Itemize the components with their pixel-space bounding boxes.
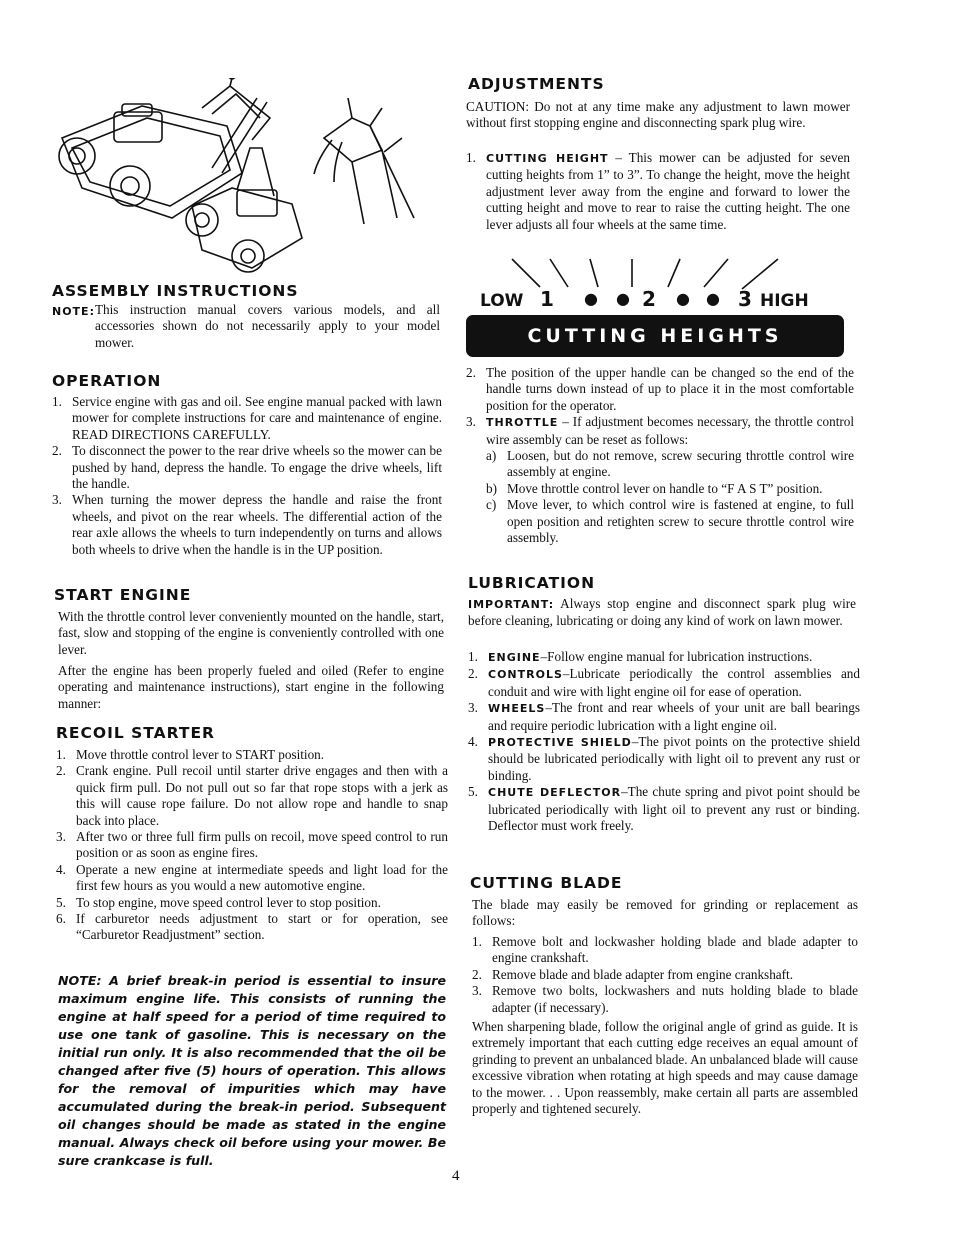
adjust-more [466,365,854,546]
height-2: 2 [642,287,656,311]
operation-heading: OPERATION [52,372,162,390]
lubrication-heading: LUBRICATION [468,574,596,592]
lubrication-important: IMPORTANT: Always stop engine and disconnect spark plug wire before cleaning, lubricating or doing any kind of work on lawn mower. [468,596,856,629]
list-item: 4. PROTECTIVE SHIELD–The pivot points on the protective shield should be lubricated periodically with light oil to prevent any rust or binding. [468,734,860,783]
list-item: 2. CONTROLS–Lubricate periodically the control assemblies and conduit and wire with light engine oil for ease of operation. [468,666,860,699]
cutting-height-scale [480,287,840,315]
list-item: 1. Service engine with gas and oil. See engine manual packed with lawn mower for complete instructions for care and maintenance of engine. READ DIRECTIONS CAREFULLY. [52,394,442,442]
blade-list [472,934,858,1016]
adjustments-heading: ADJUSTMENTS [468,75,605,93]
throttle-label: THROTTLE [486,416,559,430]
cutting-height-label: CUTTING HEIGHT [486,152,609,165]
high-label: HIGH [760,291,809,311]
recoil-heading: RECOIL STARTER [56,724,215,742]
list-item: 2. To disconnect the power to the rear drive wheels so the mower can be pushed by hand, depress the handle. To engage the drive wheels, lift the handle. [52,443,442,492]
caution-text: CAUTION: Do not at any time make any adjustment to lawn mower without first stopping engine and disconnecting spark plug wire. [466,99,850,131]
important-label: IMPORTANT: [468,598,555,611]
height-3: 3 [738,287,752,311]
cutting-height-item: 1. CUTTING HEIGHT – This mower can be adjusted for seven cutting heights from 1” to 3”. To change the height, move the height adjustment lever away from the engine and forward to lower the cutting height and move to rear to raise the cutting height. The one lever adjusts all four wheels at the same time. [466,150,850,232]
start-engine-para2: After the engine has been properly fueled and oiled (Refer to engine operating and maintenance instructions), start engine in the following manner: [58,663,444,711]
lawn-mower-illustration-icon-svg [52,78,432,276]
list-item: 3. THROTTLE – If adjustment becomes necessary, the throttle control wire assembly can be reset as follows: [466,414,855,447]
note-label: NOTE: [52,305,95,318]
lubrication-list [468,649,860,834]
list-item: a) Loosen, but do not remove, screw securing throttle control wire assembly at engine. [486,448,854,480]
list-item: 2. The position of the upper handle can be changed so the end of the handle turns down instead of up to place it in the most comfortable position for the operator. [466,365,854,413]
cutting-heights-banner: CUTTING HEIGHTS [466,315,844,357]
list-item: 4. Operate a new engine at intermediate speeds and light load for the first few hours as you would a new automotive engine. [56,861,448,894]
dot-icon: ● [616,289,630,308]
break-in-note: NOTE: A brief break-in period is essential to insure maximum engine life. This consists of running the engine at half speed for a period of time required to use one tank of gasoline. This is necessary on the initial run only. It is also recommended that the oil be changed after five (5) hours of operation. This allows for the removal of impurities which may have accumulated during the break-in period. Subsequent oil changes should be made as stated in the engine manual. Always check oil before using your mower. Be sure crankcase is full. [58,973,446,1168]
dot-icon: ● [706,289,720,308]
dot-icon: ● [584,289,598,308]
dot-icon: ● [676,289,690,308]
assembly-heading: ASSEMBLY INSTRUCTIONS [52,282,299,300]
height-1: 1 [540,287,554,311]
operation-list [52,394,442,558]
list-item: b) Move throttle control lever on handle to “F A S T” position. [486,480,823,496]
recoil-list [56,747,448,944]
list-item: 2. Crank engine. Pull recoil until starter drive engages and then with a quick firm pull. Do not pull out so far that rope stops with a jerk as this will cause rope failure. Do not allow rope and handle to snap back into place. [56,763,448,828]
list-item: 3. After two or three full firm pulls on recoil, move speed control to run position or as soon as engine fires. [56,829,448,861]
low-label: LOW [480,291,524,311]
list-item: 3. When turning the mower depress the handle and raise the front wheels, and pivot on the rear wheels. The differential action of the rear axle allows the wheels to turn independently on turns and allows both wheels to drive when the handle is in the UP position. [52,492,442,557]
cutting-blade-heading: CUTTING BLADE [470,874,623,892]
lawn-mower-illustration-icon [52,78,432,276]
list-item: c) Move lever, to which control wire is fastened at engine, to full open position and retighten screw to secure throttle control wire assembly. [486,497,854,546]
list-item: 1. Move throttle control lever to START position. [56,747,325,762]
blade-intro: The blade may easily be removed for grinding or replacement as follows: [472,897,858,929]
blade-sharpening-para: When sharpening blade, follow the original angle of grind as guide. It is extremely important that each cutting edge receives an equal amount of grinding to prevent an unbalanced blade. An unbalanced blade will cause excessive vibration when rotating at high speeds and may cause damage to the mower. . . Upon reassembly, make certain all parts are assembled properly and tightened securely. [472,1019,858,1117]
list-item: 5. CHUTE DEFLECTOR–The chute spring and pivot point should be lubricated periodically with light oil to prevent any rust or binding. Deflector must work freely. [468,784,861,834]
list-item: 1. Remove bolt and lockwasher holding blade and blade adapter to engine crankshaft. [472,934,858,966]
page-number: 4 [452,1168,460,1184]
list-item: 1. ENGINE–Follow engine manual for lubrication instructions. [468,649,813,664]
list-item: 3. Remove two bolts, lockwashers and nuts holding blade to blade adapter (if necessary). [472,983,858,1015]
list-item: 3. WHEELS–The front and rear wheels of your unit are ball bearings and require periodic lubrication with a light engine oil. [468,700,860,733]
start-engine-para1: With the throttle control lever conveniently mounted on the handle, start, fast, slow and stopping of the engine is conveniently controlled with one lever. [58,609,444,657]
list-item: 6. If carburetor needs adjustment to start or for operation, see “Carburetor Readjustment” section. [56,911,448,943]
start-engine-heading: START ENGINE [54,586,192,604]
assembly-note-text: This instruction manual covers various models, and all accessories shown do not necessarily apply to your model mower. [94,302,440,350]
list-item: 5. To stop engine, move speed control lever to stop position. [56,894,381,910]
list-item: 2. Remove blade and blade adapter from engine crankshaft. [472,966,793,982]
assembly-note [52,302,440,351]
